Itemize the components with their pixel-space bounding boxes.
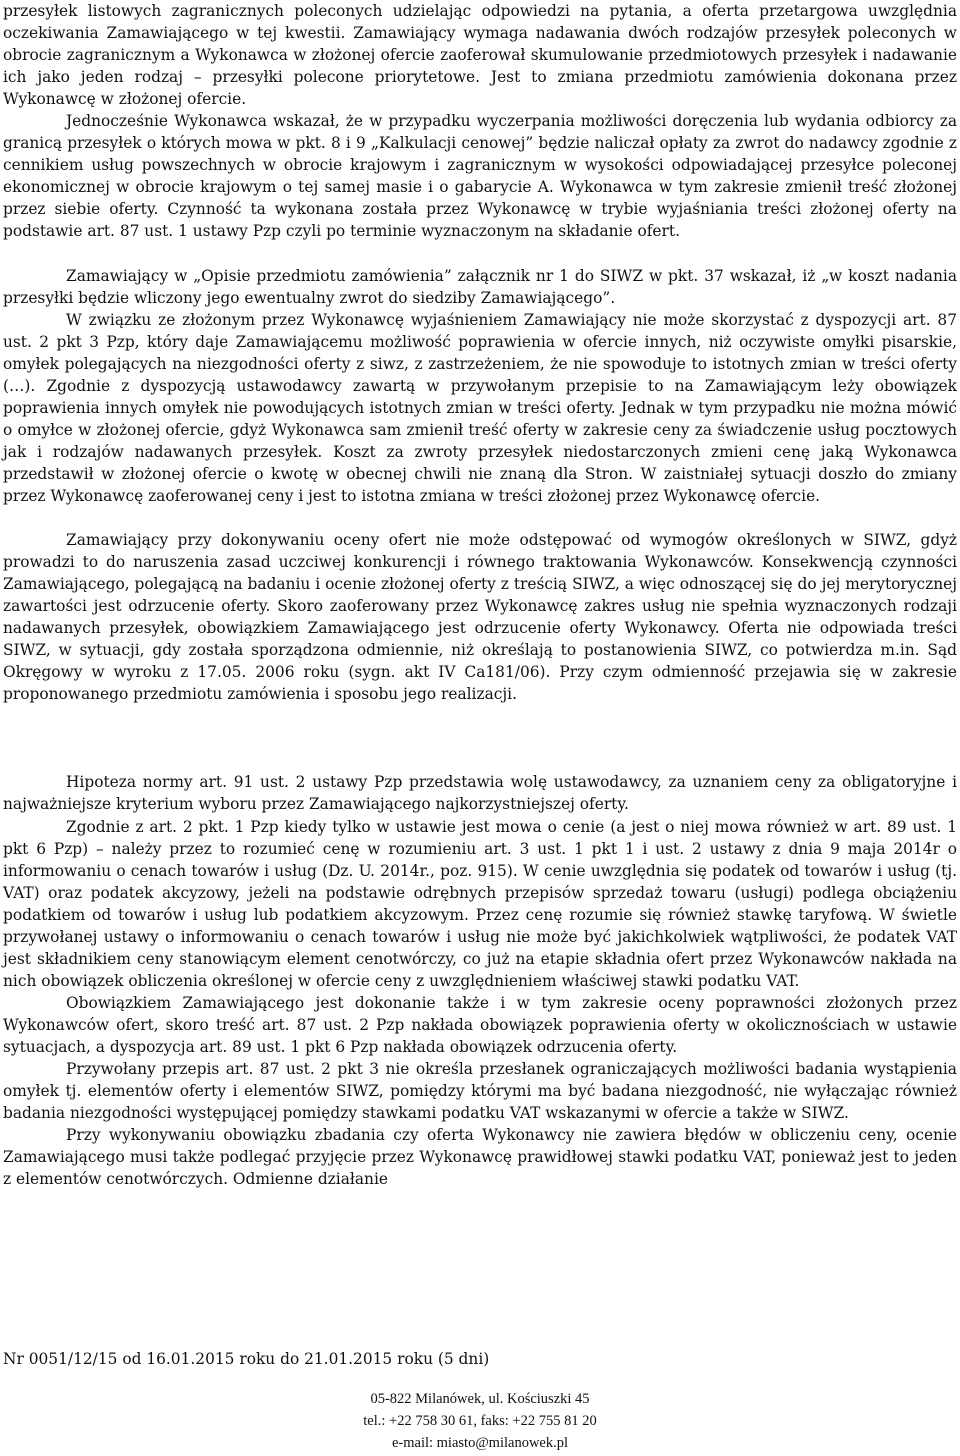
footer-address: 05-822 Milanówek, ul. Kościuszki 45 [370,1391,590,1407]
page-footer [0,1388,960,1454]
paragraph-return-fee: Jednocześnie Wykonawca wskazał, że w przypadku wyczerpania możliwości doręczenia lub wydania odbiorcy za granicą przesyłek o których mowa w pkt. 8 i 9 „Kalkulacji cenowej” będzie naliczał opłaty za zwrot do nadawcy zgodnie z cennikiem usług powszechnych w obrocie krajowym i zagranicznym w wysokości odpowiadającej przesyłce poleconej ekonomicznej w obrocie krajowym o tej samej masie i o gabarycie A. Wykonawca w tym zakresie zmienił treść złożonej przez siebie oferty. Czynność ta wykonana została przez Wykonawcę w trybie wyjaśniania treści złożonej oferty na podstawie art. 87 ust. 1 ustawy Pzp czyli po terminie wyznaczonym na składanie ofert. [3,112,957,241]
paragraph-obligation: Obowiązkiem Zamawiającego jest dokonanie także i w tym zakresie oceny poprawności złożonych przez Wykonawców ofert, skoro treść art. 87 ust. 2 Pzp nakłada obowiązek poprawienia oferty w okolicznościach w ustawie sytuacjach, a dyspozycja art. 89 ust. 1 pkt 6 Pzp nakłada obowiązek odrzucenia oferty. [3,993,957,1056]
issue-reference: Nr 0051/12/15 od 16.01.2015 roku do 21.01.2015 roku (5 dni) [3,1350,490,1368]
footer-email: e-mail: miasto@milanowek.pl [391,1435,569,1451]
paragraph-price-criterion: Hipoteza normy art. 91 ust. 2 ustawy Pzp przedstawia wolę ustawodawcy, za uznaniem ceny za obligatoryjne i najważniejsze kryterium wyboru przez Zamawiającego najkorzystniejszej oferty. [3,773,957,814]
document-body [3,0,957,1190]
paragraph-vat-check: Przy wykonywaniu obowiązku zbadania czy oferta Wykonawcy nie zawiera błędów w obliczeniu ceny, ocenie Zamawiającego musi także podlegać przyjęcie przez Wykonawcę prawidłowej stawki podatku VAT, ponieważ jest to jeden z elementów cenotwórczych. Odmienne działanie [3,1126,957,1189]
paragraph-opz-reference: Zamawiający w „Opisie przedmiotu zamówienia” załącznik nr 1 do SIWZ w pkt. 37 wskazał, iż „w koszt nadania przesyłki będzie wliczony jego ewentualny zwrot do siedziby Zamawiającego”. [3,266,957,307]
paragraph-continuation: przesyłek listowych zagranicznych poleconych udzielając odpowiedzi na pytania, a oferta przetargowa uwzględnia oczekiwania Zamawiającego w tej kwestii. Zamawiający wymaga nadawania dwóch rodzajów przesyłek poleconych w obrocie zagranicznym a Wykonawca w złożonej ofercie zaoferował skumulowanie przedmiotowych przesyłek i nadawanie ich jako jeden rodzaj – przesyłki polecone priorytetowe. Jest to zmiana przedmiotu zamówienia dokonana przez Wykonawcę w złożonej ofercie. [3,2,957,109]
paragraph-art87: Przywołany przepis art. 87 ust. 2 pkt 3 nie określa przesłanek ograniczających możliwości badania wystąpienia omyłek tj. elementów oferty i elementów SIWZ, pomiędzy którymi ma być badana niezgodność, nie wyłączając również badania niezgodności występującej pomiędzy stawkami podatku VAT wskazanymi w ofercie a także w SIWZ. [3,1060,957,1123]
paragraph-price-definition: Zgodnie z art. 2 pkt. 1 Pzp kiedy tylko w ustawie jest mowa o cenie (a jest o niej mowa również w art. 89 ust. 1 pkt 6 Pzp) – należy przez to rozumieć cenę w rozumieniu art. 3 ust. 1 pkt 1 i ust. 2 ustawy z dnia 9 maja 2014r o informowaniu o cenach towarów i usług (Dz. U. 2014r., poz. 915). W cenie uwzględnia się podatek od towarów i usług (tj. VAT) oraz podatek akcyzowy, jeżeli na podstawie odrębnych przepisów sprzedaż towaru (usługi) podlega obciążeniu podatkiem od towarów i usług lub podatkiem akcyzowym. Przez cenę rozumie się również stawkę taryfową. W świetle przywołanej ustawy o informowaniu o cenach towarów i usług nie może być jakichkolwiek wątpliwości, że podatek VAT jest składnikiem ceny stanowiącym element cenotwórczy, co już na etapie składnia ofert przez Wykonawców nakłada na nich obowiązek obliczenia określonej w ofercie ceny z uwzględnieniem właściwej stawki podatku VAT. [3,817,957,990]
paragraph-rejection: Zamawiający przy dokonywaniu oceny ofert nie może odstępować od wymogów określonych w SIWZ, gdyż prowadzi to do naruszenia zasad uczciwej konkurencji i równego traktowania Wykonawców. Konsekwencją czynności Zamawiającego, polegającą na badaniu i ocenie złożonej oferty z treścią SIWZ, a więc odnoszącej się do jej merytorycznej zawartości jest odrzucenie oferty. Skoro zaoferowany przez Wykonawcę zakres usług nie spełnia wyznaczonych rodzaji nadawanych przesyłek, obowiązkiem Zamawiającego jest odrzucenie oferty Wykonawcy. Oferta nie odpowiada treści SIWZ, w sytuacji, gdy została sporządzona odmiennie, niż określają to postanowienia SIWZ, co potwierdza m.in. Sąd Okręgowy w wyroku z 17.05. 2006 roku (sygn. akt IV Ca181/06). Przy czym odmienność przejawia się w zakresie proponowanego przedmiotu zamówienia i sposobu jego realizacji. [3,531,957,704]
paragraph-no-correction: W związku ze złożonym przez Wykonawcę wyjaśnieniem Zamawiający nie może skorzystać z dyspozycji art. 87 ust. 2 pkt 3 Pzp, który daje Zamawiającemu możliwość poprawienia w ofercie innych, niż oczywiste omyłki pisarskie, omyłek polegających na niezgodności oferty z siwz, z zastrzeżeniem, że nie spowoduje to istotnych zmian w treści oferty (…). Zgodnie z dyspozycją ustawodawcy zawartą w przywołanym przepisie to na Zamawiającym leży obowiązek poprawienia innych omyłek nie powodujących istotnych zmian w treści oferty. Jednak w tym przypadku nie można mówić o omyłce w złożonej ofercie, gdyż Wykonawca sam zmienił treść oferty w zakresie ceny za świadczenie usług pocztowych jak i rodzajów nadawanych przesyłek. Koszt za zwroty przesyłek niedostarczonych zmieni cenę jaką Wykonawca przedstawił w złożonej ofercie o kwotę w obecnej chwili nie znaną dla Stron. W zaistniałej sytuacji doszło do zmiany przez Wykonawcę zaoferowanej ceny i jest to istotna zmiana w treści złożonej przez Wykonawcę ofercie. [3,310,957,505]
footer-phone-fax: tel.: +22 758 30 61, faks: +22 755 81 20 [363,1413,597,1429]
